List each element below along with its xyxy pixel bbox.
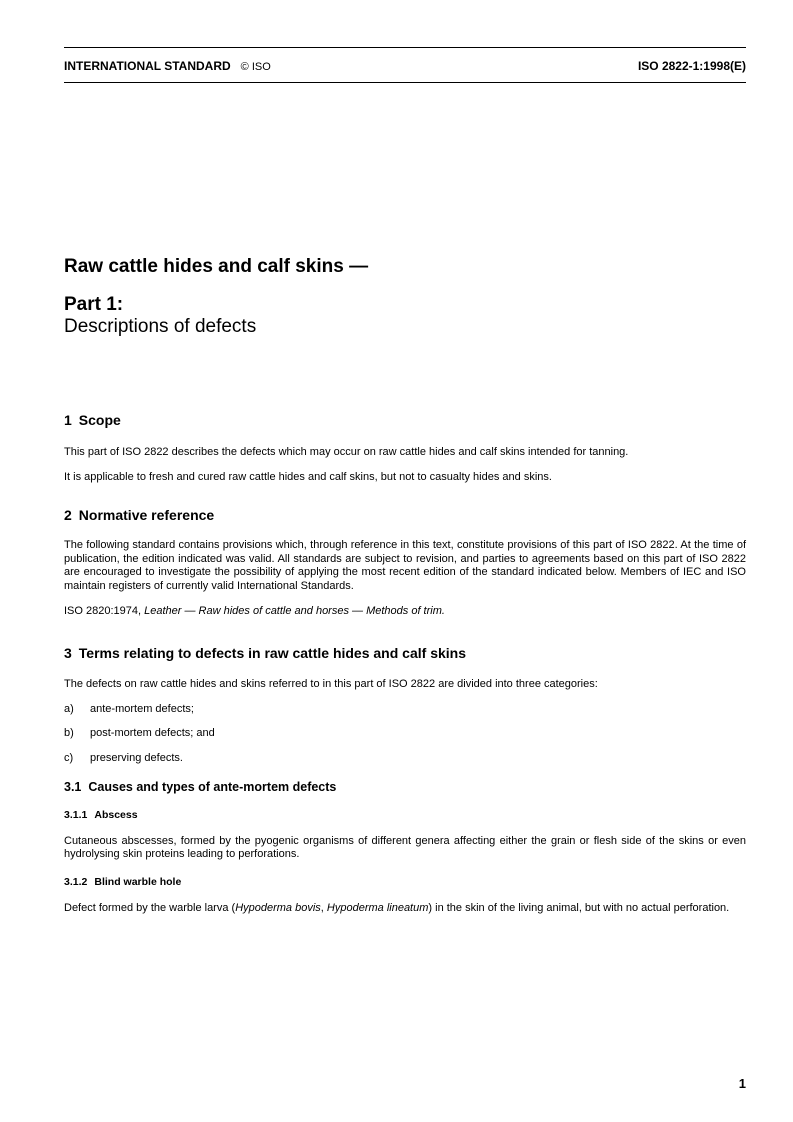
- abscess-definition: Cutaneous abscesses, formed by the pyogenic organisms of different genera affecting either the grain or flesh side of the skins or even hydrolysing skin proteins leading to perforations.: [64, 834, 746, 861]
- section-number: 3: [64, 645, 72, 662]
- scope-paragraph-1: This part of ISO 2822 describes the defects which may occur on raw cattle hides and calf skins intended for tanning.: [64, 446, 629, 458]
- normative-reference-paragraph: The following standard contains provisions which, through reference in this text, constitute provisions of this part of ISO 2822. At the time of publication, the edition indicated was valid. All standards are subject to revision, and parties to agreements based on this part of ISO 2822 are encouraged to investigate the possibility of applying the most recent edition of the standard indicated below. Members of IEC and ISO maintain registers of currently valid International Standards.: [64, 539, 746, 592]
- section-2-heading: [64, 506, 746, 524]
- part-subtitle: Descriptions of defects: [64, 316, 257, 337]
- section-1-heading: [64, 411, 746, 429]
- list-marker: a): [64, 702, 74, 715]
- header-bottom-rule: [64, 82, 746, 83]
- subsection-title: Causes and types of ante-mortem defects: [88, 779, 337, 794]
- section-3-heading: [64, 644, 746, 662]
- subsection-number: 3.1: [64, 779, 82, 794]
- blind-warble-hole-definition: [64, 902, 746, 916]
- section-title: Normative reference: [78, 507, 215, 524]
- list-item: [64, 703, 746, 717]
- copyright-notice: © ISO: [240, 61, 271, 73]
- clause-number: 3.1.2: [64, 875, 88, 888]
- clause-title: Abscess: [94, 808, 138, 821]
- reference-entry: [64, 605, 746, 619]
- reference-title: Leather — Raw hides of cattle and horses — Methods of trim.: [144, 604, 445, 617]
- main-title: Raw cattle hides and calf skins —: [64, 256, 369, 277]
- page-number: 1: [738, 1076, 746, 1091]
- definition-text: ) in the skin of the living animal, but with no actual perforation.: [428, 901, 730, 914]
- species-name: Hypoderma bovis: [235, 901, 321, 914]
- list-item: [64, 727, 746, 741]
- clause-number: 3.1.1: [64, 808, 88, 821]
- clause-3-1-1-heading: [64, 808, 746, 822]
- section-title: Scope: [78, 412, 121, 428]
- list-marker: b): [64, 727, 74, 740]
- clause-3-1-2-heading: [64, 875, 746, 889]
- header-top-rule: [64, 47, 746, 48]
- section-number: 2: [64, 507, 72, 524]
- subsection-3-1-heading: [64, 779, 746, 795]
- terms-intro: The defects on raw cattle hides and skins referred to in this part of ISO 2822 are divided into three categories:: [64, 678, 598, 691]
- title-block: [64, 255, 746, 338]
- list-marker: c): [64, 751, 74, 764]
- part-label: Part 1:: [64, 294, 124, 315]
- species-name: Hypoderma lineatum: [326, 901, 429, 914]
- doc-number: ISO 2822-1:1998(E): [637, 59, 746, 73]
- section-title: Terms relating to defects in raw cattle hides and calf skins: [78, 645, 466, 662]
- reference-number: ISO 2820:1974,: [64, 604, 142, 617]
- separator: ,: [320, 901, 327, 914]
- header-left: [64, 58, 271, 75]
- clause-title: Blind warble hole: [94, 875, 182, 888]
- list-text: preserving defects.: [90, 751, 183, 764]
- doc-type: INTERNATIONAL STANDARD: [64, 59, 231, 73]
- definition-text: Defect formed by the warble larva (: [64, 901, 236, 914]
- section-number: 1: [64, 412, 72, 428]
- document-body: [64, 411, 746, 915]
- scope-paragraph-2: It is applicable to fresh and cured raw cattle hides and calf skins, but not to casualty hides and skins.: [64, 470, 552, 483]
- list-item: [64, 752, 746, 766]
- list-text: ante-mortem defects;: [90, 702, 194, 715]
- list-text: post-mortem defects; and: [90, 727, 215, 740]
